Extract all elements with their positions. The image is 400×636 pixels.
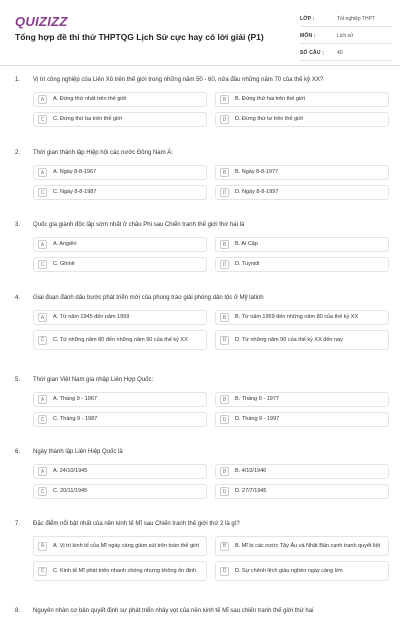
question-6: [0, 448, 400, 499]
option-letter-box: A: [38, 168, 47, 177]
option-letter-box: D: [220, 336, 229, 345]
option-text: B. Ai Cập: [235, 241, 258, 247]
question-5: [0, 376, 400, 427]
option-text: A. Tháng 9 - 1967: [53, 396, 97, 402]
answer-options: [33, 237, 389, 272]
option-letter-box: C: [38, 487, 47, 496]
question-text: Thời gian Việt Nam gia nhập Liên Hợp Quốc:: [33, 377, 154, 383]
question-number: 5.: [15, 377, 21, 383]
answer-option-c[interactable]: [33, 185, 207, 200]
option-letter-box: A: [38, 467, 47, 476]
answer-option-b[interactable]: [215, 392, 389, 407]
options-row: [33, 561, 389, 581]
option-letter-box: B: [220, 168, 229, 177]
option-text: A. Đứng thứ nhất trên thế giới: [53, 96, 127, 102]
options-row: [33, 536, 389, 556]
option-letter-box: D: [220, 115, 229, 124]
option-text: B. Từ năm 1959 đến những năm 80 của thế kỷ XX: [235, 314, 359, 320]
option-letter-box: B: [220, 95, 229, 104]
answer-option-c[interactable]: [33, 112, 207, 127]
meta-value: Tốt nghiệp THPT: [337, 16, 375, 22]
meta-label: LỚP :: [300, 16, 315, 22]
option-text: A. Angiêri: [53, 241, 77, 247]
question-3: [0, 221, 400, 272]
option-text: B. Mĩ bị các nước Tây Âu và Nhật Bản cạnh tranh quyết liệt: [235, 542, 381, 549]
question-header: [0, 294, 400, 303]
answer-options: [33, 464, 389, 499]
option-letter-box: C: [38, 188, 47, 197]
question-4: [0, 294, 400, 350]
answer-options: [33, 310, 389, 350]
question-number: 8.: [15, 608, 21, 614]
option-text: B. 4/10/1946: [235, 468, 267, 474]
option-letter-box: C: [38, 567, 47, 576]
option-letter-box: B: [220, 467, 229, 476]
option-text: A. Ngày 8-8-1967: [53, 169, 97, 175]
options-row: [33, 257, 389, 272]
answer-option-d[interactable]: [215, 330, 389, 350]
answer-option-a[interactable]: [33, 237, 207, 252]
option-text: D. 27/7/1945: [235, 488, 267, 494]
question-number: 4.: [15, 295, 21, 301]
option-text: D. Từ những năm 90 của thế kỷ XX đến nay: [235, 336, 343, 343]
answer-options: [33, 92, 389, 127]
meta-label: SỐ CÂU :: [300, 50, 325, 56]
answer-option-d[interactable]: [215, 112, 389, 127]
meta-value: 40: [337, 50, 343, 56]
question-header: [0, 448, 400, 457]
page-title: Tổng hợp đề thi thử THPTQG Lịch Sử cực hay có lời giải (P1): [15, 32, 264, 42]
options-row: [33, 330, 389, 350]
question-text: Ngày thành lập Liên Hiệp Quốc là: [33, 449, 123, 455]
answer-option-c[interactable]: [33, 257, 207, 272]
question-header: [0, 607, 400, 616]
question-header: [0, 376, 400, 385]
answer-option-b[interactable]: [215, 310, 389, 325]
answer-option-a[interactable]: [33, 464, 207, 479]
options-row: [33, 92, 389, 107]
question-header: [0, 76, 400, 85]
option-text: D. Tuynidi: [235, 261, 260, 267]
answer-options: [33, 536, 389, 581]
option-letter-box: D: [220, 188, 229, 197]
answer-option-c[interactable]: [33, 484, 207, 499]
option-letter-box: D: [220, 415, 229, 424]
option-letter-box: A: [38, 313, 47, 322]
option-letter-box: D: [220, 260, 229, 269]
option-letter-box: D: [220, 567, 229, 576]
answer-option-c[interactable]: [33, 412, 207, 427]
options-row: [33, 392, 389, 407]
option-letter-box: A: [38, 95, 47, 104]
question-number: 3.: [15, 222, 21, 228]
meta-info: [300, 12, 392, 63]
option-letter-box: B: [220, 313, 229, 322]
option-text: C. 20/11/1945: [53, 488, 88, 494]
options-row: [33, 464, 389, 479]
answer-option-b[interactable]: [215, 92, 389, 107]
option-letter-box: A: [38, 395, 47, 404]
answer-option-d[interactable]: [215, 412, 389, 427]
answer-option-a[interactable]: [33, 165, 207, 180]
meta-value: Lịch sử: [337, 33, 354, 39]
question-7: [0, 520, 400, 581]
answer-option-c[interactable]: [33, 561, 207, 581]
answer-option-a[interactable]: [33, 92, 207, 107]
question-text: Đặc điểm nổi bật nhất của nền kinh tế Mĩ sau Chiến tranh thế giới thứ 2 là gì?: [33, 521, 240, 527]
option-letter-box: A: [38, 542, 47, 551]
question-8: [0, 607, 400, 616]
answer-option-d[interactable]: [215, 484, 389, 499]
answer-options: [33, 392, 389, 427]
option-text: A. Vị trí kinh tế của Mĩ ngày càng giảm sút trên toàn thế giới: [53, 542, 200, 549]
option-text: B. Tháng 9 - 1977: [235, 396, 279, 402]
options-row: [33, 165, 389, 180]
meta-label: MÔN :: [300, 33, 316, 39]
question-header: [0, 221, 400, 230]
option-text: D. Sự chênh lệch giàu nghèo ngày càng lớn: [235, 567, 343, 574]
answer-option-c[interactable]: [33, 330, 207, 350]
option-text: C. Từ những năm 80 đến những năm 90 của thế kỷ XX: [53, 336, 188, 343]
meta-row-subject: [300, 29, 392, 44]
options-row: [33, 484, 389, 499]
option-letter-box: B: [220, 395, 229, 404]
options-row: [33, 185, 389, 200]
question-number: 2.: [15, 150, 21, 156]
option-text: A. 24/10/1945: [53, 468, 88, 474]
option-letter-box: B: [220, 240, 229, 249]
answer-option-d[interactable]: [215, 185, 389, 200]
question-text: Nguyên nhân cơ bản quyết định sự phát triển nhảy vọt của nền kinh tế Mĩ sau chiến tranh thế giới thứ hai: [33, 608, 314, 614]
answer-options: [33, 165, 389, 200]
options-row: [33, 310, 389, 325]
answer-option-d[interactable]: [215, 257, 389, 272]
question-number: 6.: [15, 449, 21, 455]
answer-option-b[interactable]: [215, 165, 389, 180]
option-text: D. Tháng 9 - 1997: [235, 416, 280, 422]
option-letter-box: C: [38, 336, 47, 345]
question-header: [0, 149, 400, 158]
option-text: C. Đứng thứ ba trên thế giới: [53, 116, 123, 122]
option-text: B. Ngày 8-8-1977: [235, 169, 279, 175]
question-text: Giai đoạn đánh dấu bước phát triển mới của phong trào giải phóng dân tộc ở Mỹ latinh: [33, 295, 264, 301]
answer-option-a[interactable]: [33, 310, 207, 325]
option-text: B. Đứng thứ hai trên thế giới: [235, 96, 305, 102]
answer-option-b[interactable]: [215, 536, 389, 556]
quizizz-logo: QUIZIZZ: [15, 14, 68, 29]
question-list: [0, 76, 400, 636]
option-text: C. Ngày 8-8-1987: [53, 189, 97, 195]
meta-row-class: [300, 12, 392, 27]
question-text: Quốc gia giành độc lập sớm nhất ở châu Phi sau Chiến tranh thế giới thứ hai là: [33, 222, 245, 228]
answer-option-d[interactable]: [215, 561, 389, 581]
question-1: [0, 76, 400, 127]
option-text: A. Từ năm 1945 đến năm 1959: [53, 314, 130, 320]
meta-row-count: [300, 46, 392, 61]
option-letter-box: B: [220, 542, 229, 551]
question-number: 1.: [15, 77, 21, 83]
answer-option-b[interactable]: [215, 237, 389, 252]
answer-option-b[interactable]: [215, 464, 389, 479]
header: [0, 0, 400, 66]
options-row: [33, 112, 389, 127]
option-letter-box: A: [38, 240, 47, 249]
question-number: 7.: [15, 521, 21, 527]
option-letter-box: C: [38, 260, 47, 269]
option-text: D. Đứng thứ tư trên thế giới: [235, 116, 304, 122]
option-text: C. Tháng 9 - 1987: [53, 416, 98, 422]
option-letter-box: C: [38, 115, 47, 124]
option-text: C. Ghinê: [53, 261, 75, 267]
option-letter-box: D: [220, 487, 229, 496]
answer-option-a[interactable]: [33, 536, 207, 556]
question-header: [0, 520, 400, 529]
option-text: C. Kinh tế Mĩ phát triển nhanh chóng nhưng không ổn định.: [53, 567, 198, 574]
answer-option-a[interactable]: [33, 392, 207, 407]
question-text: Thời gian thành lập Hiệp hội các nước Đông Nam Á:: [33, 150, 173, 156]
options-row: [33, 237, 389, 252]
question-text: Vị trí công nghiệp của Liên Xô trên thế giới trong những năm 50 - 60, nửa đầu những năm 70 của thế kỷ XX?: [33, 77, 324, 83]
option-letter-box: C: [38, 415, 47, 424]
option-text: D. Ngày 8-8-1997: [235, 189, 279, 195]
options-row: [33, 412, 389, 427]
question-2: [0, 149, 400, 200]
